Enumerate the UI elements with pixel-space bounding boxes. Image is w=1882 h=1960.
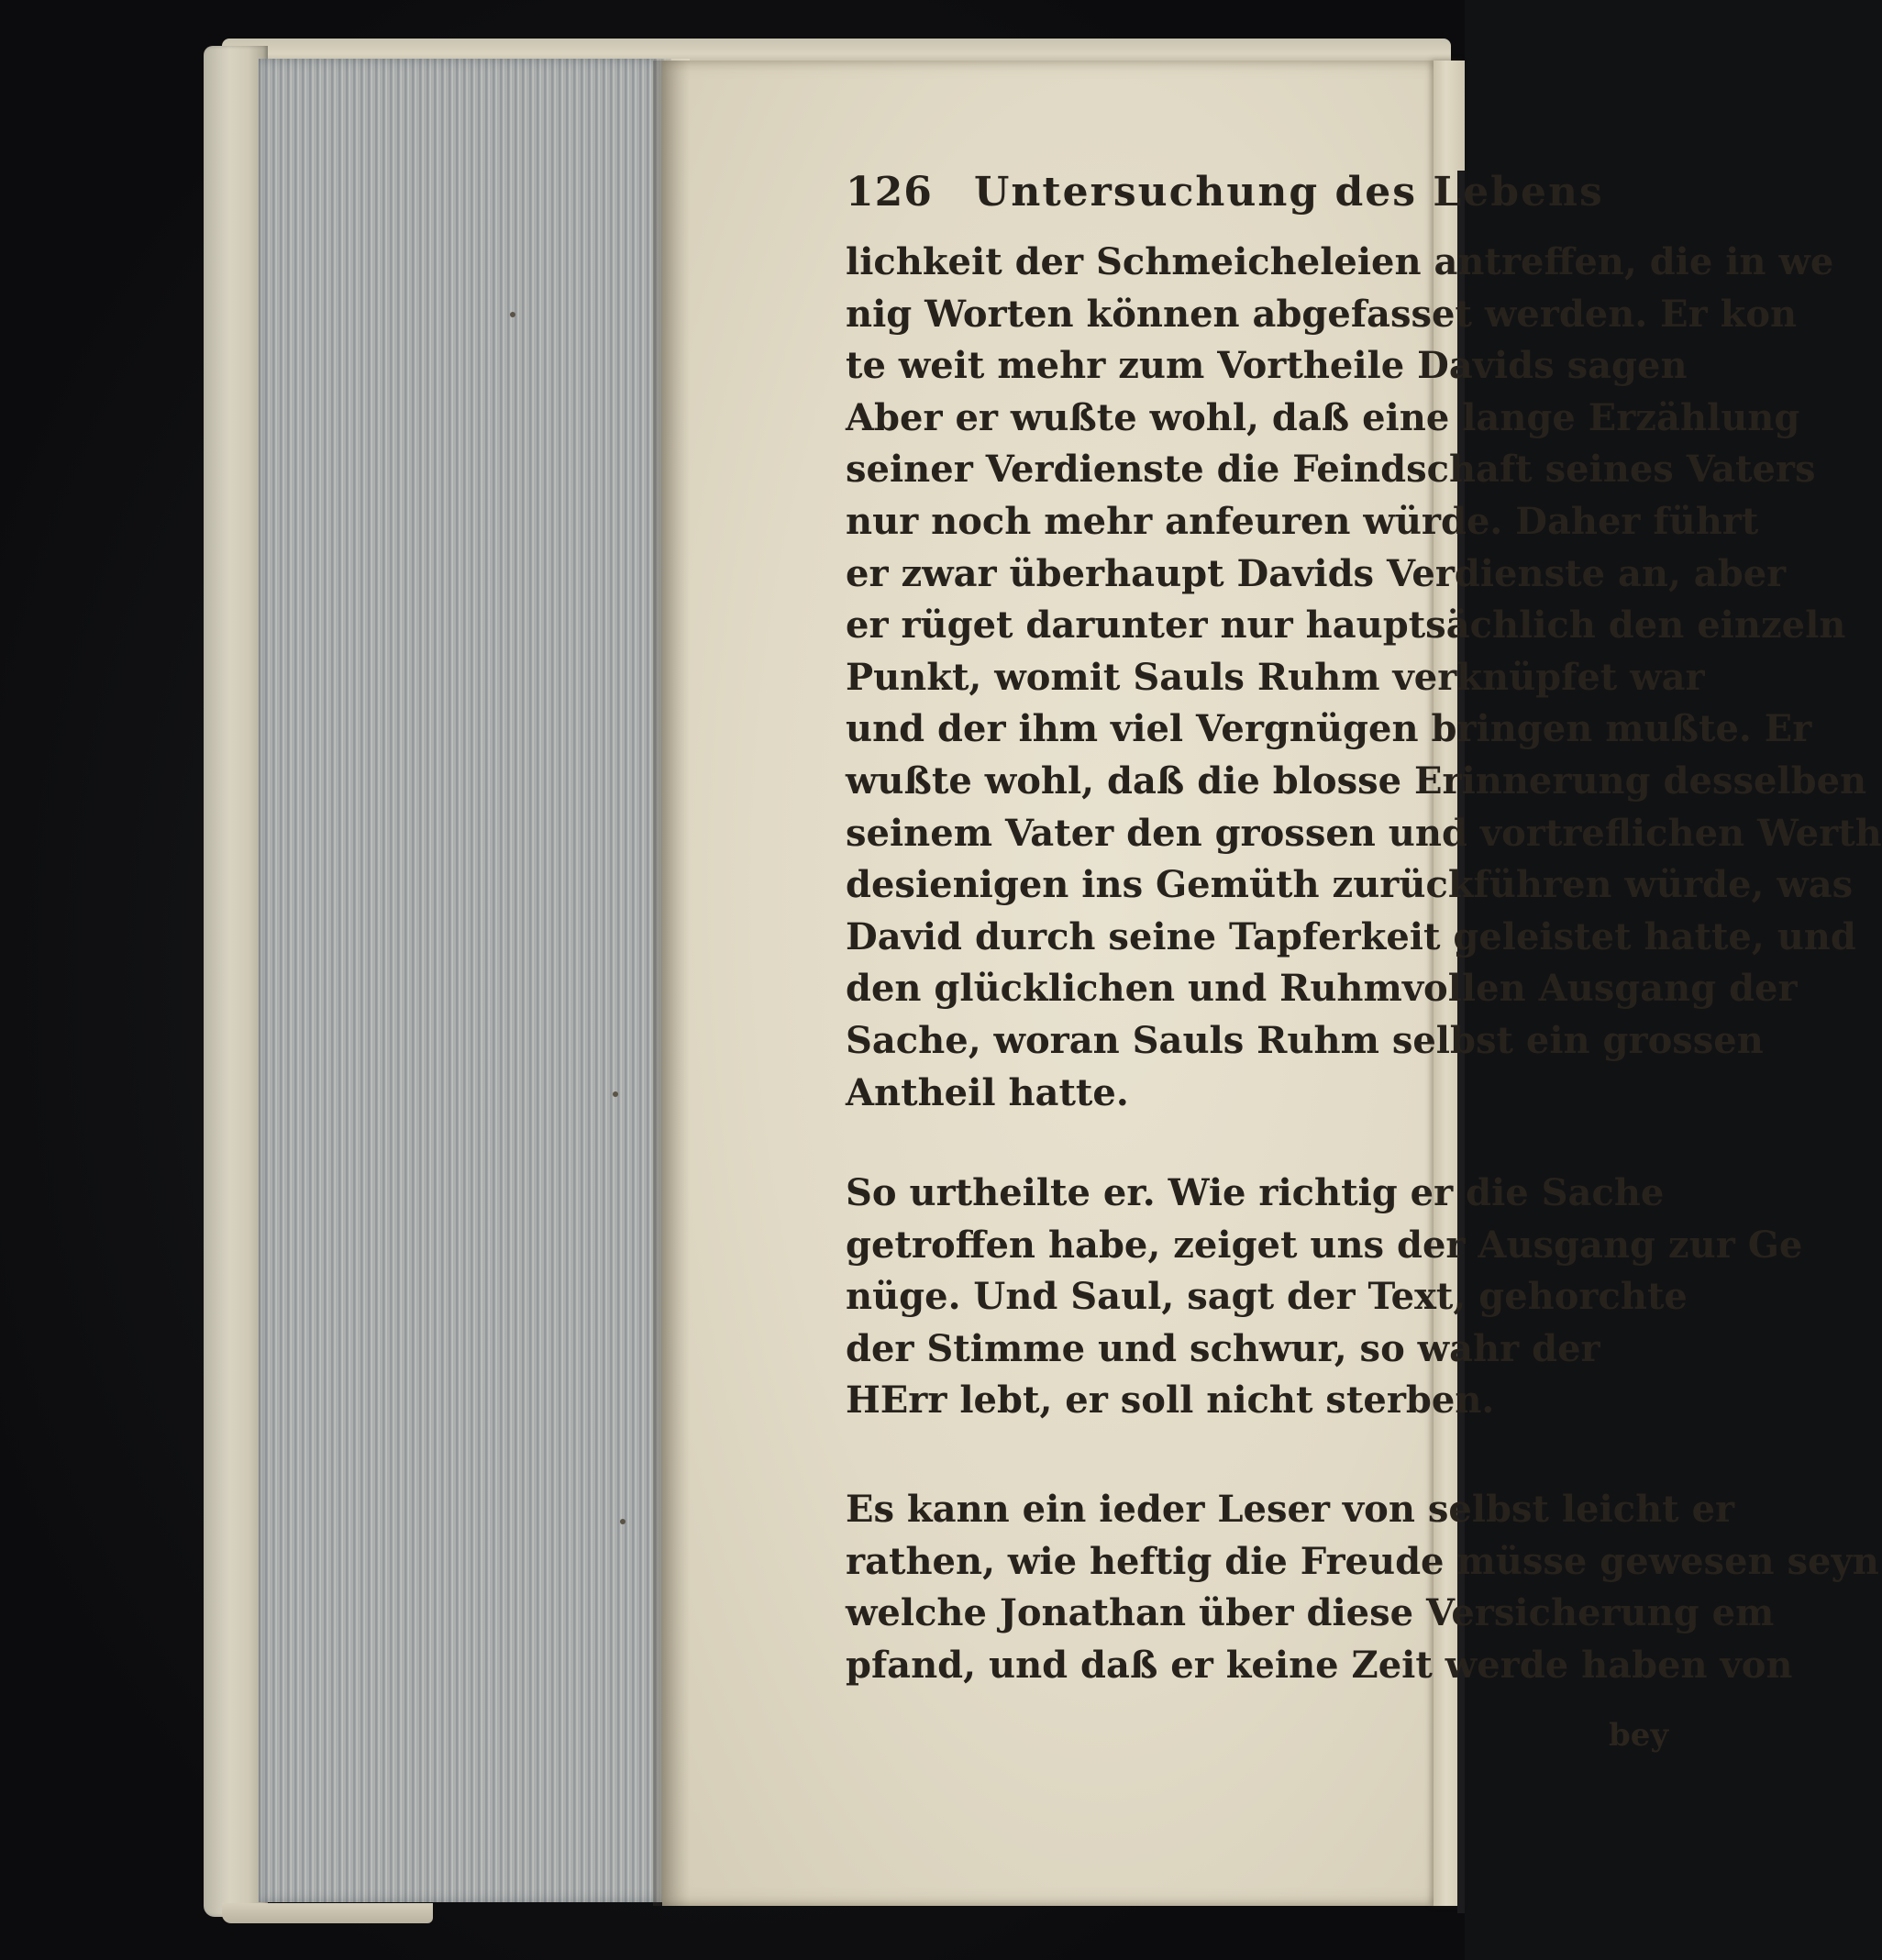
text-line: welche Jonathan über diese Versicherung em [846,1591,1775,1635]
page-stack-edge [259,59,671,1902]
text-line: Es kann ein ieder Leser von selbst leicht er [846,1488,1735,1532]
text-line: desienigen ins Gemüth zurückführen würde, was [846,863,1854,907]
text-line: den glücklichen und Ruhmvollen Ausgang der [846,967,1798,1011]
text-line: HErr lebt, er soll nicht sterben. [846,1379,1495,1423]
page-number: 126 [846,169,933,216]
text-line: rathen, wie heftig die Freude müsse gewesen seyn [846,1539,1879,1583]
text-line: nüge. Und Saul, sagt der Text, gehorchte [846,1275,1688,1319]
text-line: und der ihm viel Vergnügen bringen mußte. Er [846,707,1812,751]
page-text [846,169,1882,1691]
text-line: seiner Verdienste die Feindschaft seines Vaters [846,448,1816,492]
paragraph-3 [846,1484,1879,1691]
text-line: lichkeit der Schmeicheleien antreffen, die in we [846,240,1834,283]
text-line: Antheil hatte. [846,1070,1129,1114]
text-line: Sache, woran Sauls Ruhm selbst ein grossen [846,1018,1764,1062]
text-line: Punkt, womit Sauls Ruhm verknüpfet war [846,655,1705,699]
text-line: er zwar überhaupt Davids Verdienste an, aber [846,551,1787,595]
paragraph-2 [846,1168,1803,1427]
paragraph-1 [846,237,1882,1119]
text-line: nur noch mehr anfeuren würde. Daher führt [846,499,1759,543]
text-line: getroffen habe, zeiget uns der Ausgang zur Ge [846,1223,1803,1267]
printed-page [662,61,1882,1906]
text-line: er rüget darunter nur hauptsächlich den einzeln [846,604,1846,648]
ink-speck [613,1091,618,1097]
text-line: pfand, und daß er keine Zeit werde haben von [846,1643,1793,1687]
text-line: David durch seine Tapferkeit geleistet hatte, und [846,914,1856,958]
text-line: Aber er wußte wohl, daß eine lange Erzählung [846,395,1800,439]
paragraph-spacer [846,1427,1625,1484]
ink-speck [510,312,515,317]
paragraph-spacer [846,1119,1625,1168]
book [204,39,1882,1923]
text-line: nig Worten können abgefasset werden. Er kon [846,292,1798,336]
running-head [846,169,1625,237]
text-line: te weit mehr zum Vortheile Davids sagen [846,344,1688,388]
text-line: der Stimme und schwur, so wahr der [846,1326,1600,1370]
binding-shadow [653,61,690,1906]
running-title: Untersuchung des Lebens [974,169,1604,216]
book-bottom-edge [222,1903,433,1923]
text-line: So urtheilte er. Wie richtig er die Sache [846,1171,1665,1215]
catchword: bey [1609,1717,1669,1754]
text-line: wußte wohl, daß die blosse Erinnerung desselben [846,759,1867,803]
ink-speck [620,1519,625,1524]
text-line: seinem Vater den grossen und vortreflichen Werth [846,811,1882,855]
